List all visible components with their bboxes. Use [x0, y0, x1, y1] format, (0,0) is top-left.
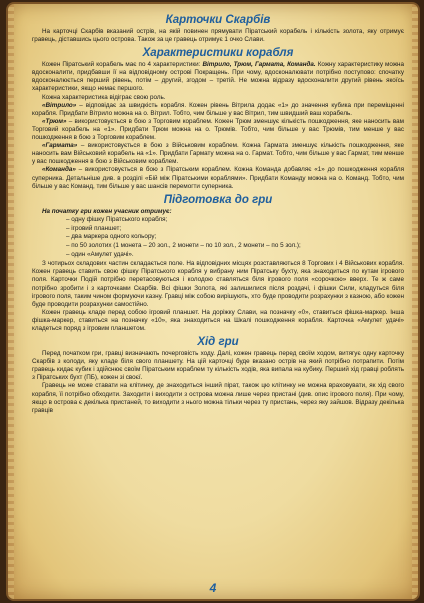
crew-description [32, 166, 404, 190]
sail-term: «Вітрило» [42, 101, 77, 109]
setup-list-item: – ігровий планшет; [66, 224, 122, 232]
hold-text: – використовується в бою з Торговим кораблем. Кожен Трюм зменшує кількість пошкодження, яке наносить вам Торговий корабель на «1». Придбати Трюм можна на о. Трюмів. Тобто, чим більше у вас Трюмів, тим менше у вас пошкодження в бою з Торговим кораблем. [32, 117, 404, 142]
heading-gameplay: Хід гри [197, 336, 239, 349]
crew-text: – використовується в бою з Піратським кораблем. Кожна Команда добавляє «1» до пошкодження корабля суперника. Детальніше див. в розділі «Бій між Піратськими кораблями». Придбати Команду можна на о. Команд. Тобто, чим більше у вас Команд, тим більше у вас шансів перемогти суперника. [32, 166, 404, 190]
characteristics-role: Кожна характеристика відіграє свою роль. [42, 93, 166, 101]
heading-treasure-cards: Карточки Скарбів [165, 14, 271, 26]
sail-text: – відповідає за швидкість корабля. Кожен рівень Вітрила додає «1» до значення кубика при переміщенні корабля. Придбати Вітрило можна на о. Вітрил. Тобто, чим більше у вас Вітрил, тим швидший ваш корабель. [32, 101, 404, 117]
parchment-page [8, 4, 418, 599]
gameplay-text-2: Гравець не може ставати на клітинку, де знаходиться інший пірат, також цю клітинку не можна враховувати, як хід свого корабля, її потрібно обходити. Заходити і виходити з острова можна лише через пристані (див. опис ігрового поля). При чому, якщо в острова є декілька пристаней, то виходити з нього можна тільки через ту пристань, через яку зайшов. Відразу декілька гравців [32, 382, 404, 414]
characteristics-intro [32, 61, 404, 93]
setup-board-text: З чотирьох складових частин складається поле. На відповідних місцях розставляються 8 Торгових і 4 Військових корабля. Кожен гравець ставить свою фішку Піратського корабля у вибрану ним Піратську бухту, яка знаходиться по кутам ігрового поля. Карточки Подій потрібно перетасовуються і колодою ставляться біля ігрового поля «сорочкою» вверх. Те ж саме потрібно зробити і з карточками Скарбів. Всі фішки Золота, які залишилися після роздачі, і фішки Сили, кладуться біля ігрового поля, таким чином формуючи казну. Гравці між собою вирішують, хто буде проводити розрахунки з казною, або кожен буде проводити розрахунки самостійно. [32, 260, 404, 308]
setup-list-item: – одну фішку Піратського корабля; [66, 216, 168, 224]
intro-text-a: Кожен Піратський корабель має по 4 характеристики: [42, 61, 203, 69]
page-number: 4 [209, 581, 217, 595]
gameplay-text-1: Перед початком гри, гравці визначають почерговість ходу. Далі, кожен гравець перед своїм ходом, витягує одну карточку Скарбів з колоди, яку кладе біля свого планшету. На цій карточці буде вказано острів на який потрібно потрапити. Потім гравець кидає кубик і здійснює своїм Піратським кораблем ту кількість ходів, яка випала на кубику. Перший хід гравці роблять з Піратських бухт (ПБ), кожен зі своєї. [32, 350, 404, 382]
setup-list [32, 208, 404, 260]
document-content [32, 12, 404, 415]
heading-game-setup: Підготовка до гри [163, 193, 273, 206]
sail-description [32, 102, 404, 118]
cannon-term: «Гармата» [42, 142, 78, 150]
setup-list-item: – один «Амулет удачі». [66, 250, 134, 258]
page-edge-right [412, 4, 418, 599]
hold-term: «Трюм» [42, 117, 67, 125]
setup-list-item: – по 50 золотих (1 монета – 20 зол., 2 монети – по 10 зол., 2 монети – по 5 зол.); [66, 242, 301, 250]
setup-list-heading: На початку гри кожен учасник отримує: [42, 207, 172, 215]
page-edge-left [8, 4, 14, 599]
crew-term: «Команда» [42, 166, 76, 174]
treasure-cards-text: На карточці Скарбів вказаний острів, на якій повинен прямувати Піратський корабель і кількість золота, яку отримує гравець, діставшись цього острова. Також за це гравець отримує 1 очко Слави. [32, 28, 404, 44]
cannon-description [32, 142, 404, 166]
cannon-text: – використовується в бою з Військовим кораблем. Кожна Гармата зменшує кількість пошкодження, яке наносить вам Військовий корабель на «1». Придбати Гармату можна на о. Гармат. Тобто, чим більше у вас Гармат, тим менше у вас пошкодження в бою з Військовим кораблем. [32, 142, 404, 166]
hold-description [32, 118, 404, 142]
setup-list-item: – два маркера одного кольору; [66, 233, 157, 241]
intro-text-c: Кожну характеристику можна вдосконалити, придбавши її на відповідному острові Покращень. При чому, вдосконалювати потрібно поступово: спочатку вдосконалюється перший рівень, потім – другий, згодом – третій. Не можна відразу вдосконалити другий рівень якоїсь характеристики, якщо немає першого. [32, 61, 405, 93]
setup-player-board-text: Кожен гравець кладе перед собою ігровий планшет. На доріжку Слави, на позначку «0», ставиться фішка-маркер. Інша фішка-маркер, ставиться на позначку «10», яка знаходиться на Шкалі пошкодження корабля. Карточка «Амулет удачі» кладеться поряд з ігровим планшетом. [32, 308, 404, 332]
heading-ship-characteristics: Характеристики корабля [142, 47, 294, 60]
intro-characteristics-list: Вітрило, Трюм, Гармата, Команда. [202, 61, 316, 69]
